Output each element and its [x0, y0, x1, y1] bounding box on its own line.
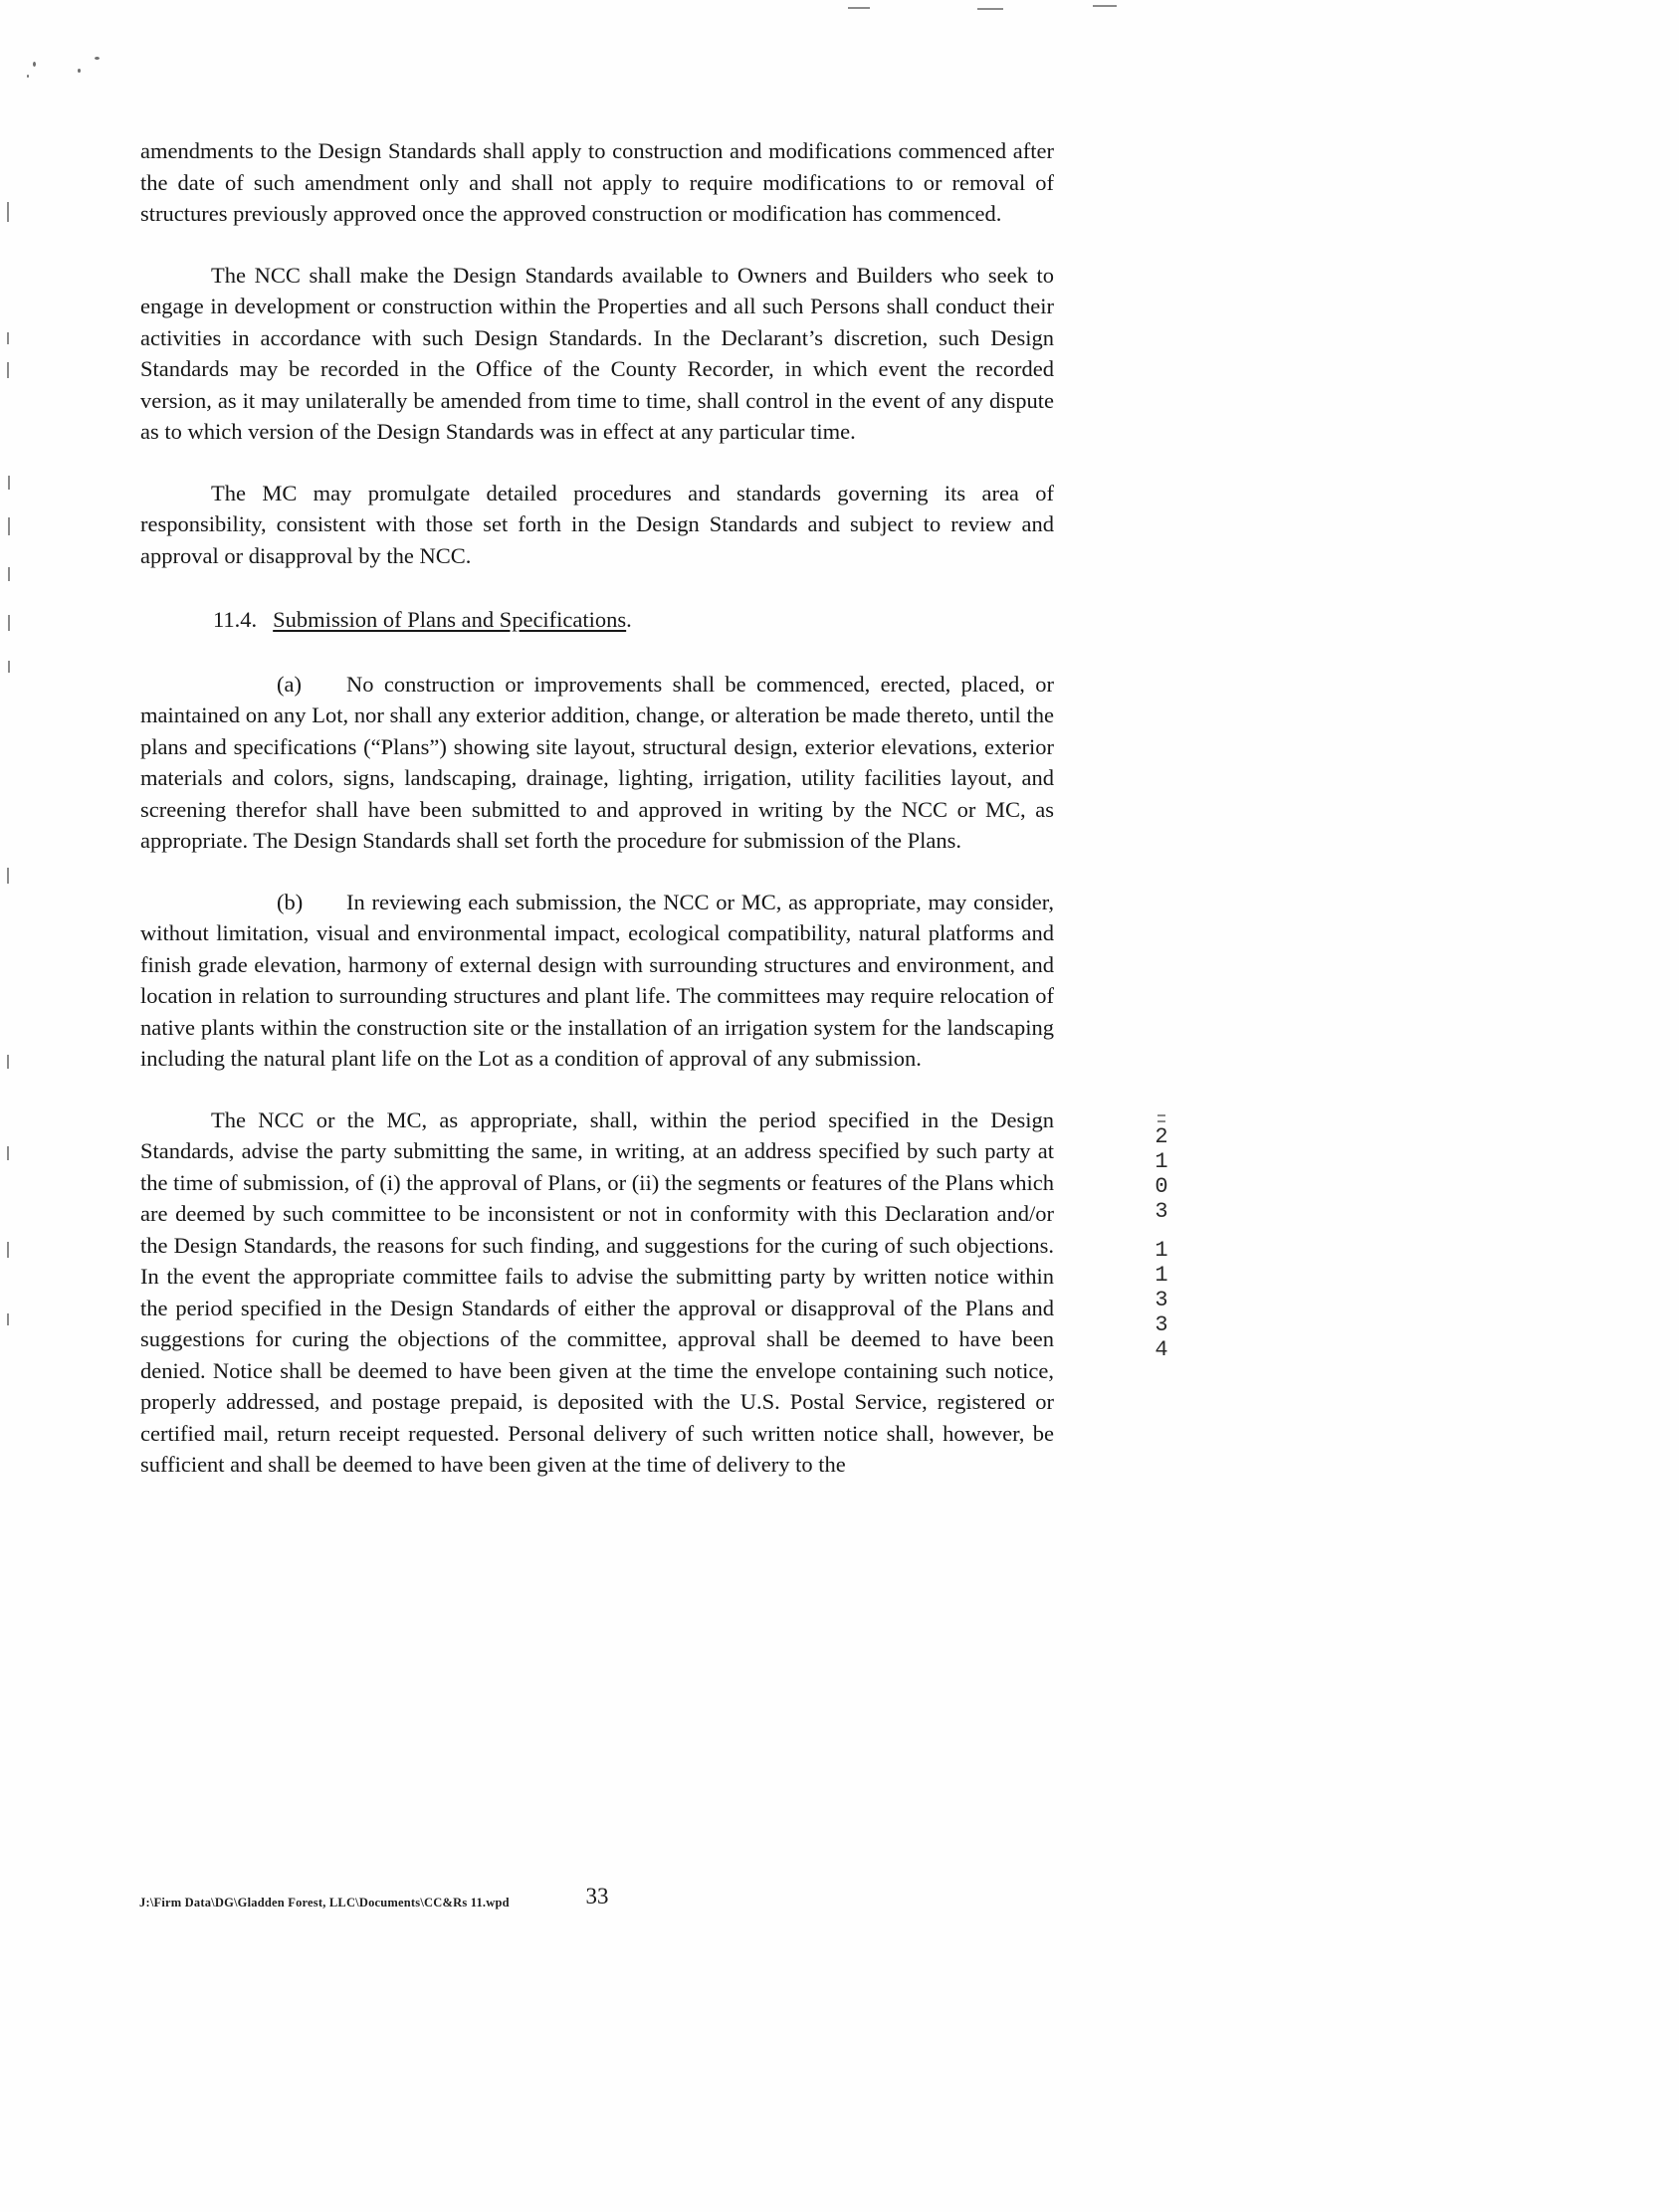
- subparagraph-b-label: (b): [277, 889, 304, 914]
- page-number: 33: [585, 1884, 609, 1909]
- scan-artifact: [7, 1146, 9, 1160]
- subparagraph-b: [140, 887, 1054, 1075]
- stamp-digit: 3: [1154, 1199, 1168, 1224]
- scan-artifact: [1093, 5, 1117, 7]
- footer-file-path: J:\Firm Data\DG\Gladden Forest, LLC\Documents\CC&Rs 11.wpd: [139, 1896, 510, 1910]
- paragraph: The NCC shall make the Design Standards available to Owners and Builders who seek to engage in development or construction within the Properties and all such Persons shall conduct their activities in accordance with such Design Standards. In the Declarant’s discretion, such Design Standards may be recorded in the Office of the County Recorder, in which event the recorded version, as it may unilaterally be amended from time to time, shall control in the event of any dispute as to which version of the Design Standards was in effect at any particular time.: [140, 262, 1054, 444]
- stamp-digit: 1: [1154, 1149, 1168, 1174]
- scan-artifact: [7, 1055, 9, 1069]
- scan-artifact: [848, 7, 870, 9]
- section-heading: [213, 604, 1054, 636]
- scan-artifact: [977, 8, 1003, 10]
- scan-speckle: [78, 69, 81, 73]
- stamp-digit: 0: [1154, 1174, 1168, 1199]
- paragraph: The MC may promulgate detailed procedures and standards governing its area of responsibility, consistent with those set forth in the Design Standards and subject to review and approval or disapproval by the NCC.: [140, 480, 1054, 568]
- scan-speckle: [27, 75, 29, 78]
- scan-artifact: [7, 1313, 9, 1325]
- subparagraph-b-text: In reviewing each submission, the NCC or MC, as appropriate, may consider, without limitation, visual and environmental impact, ecological compatibility, natural platforms and finish grade elevation, harmony of external design with surrounding structures and environment, and location in relation to surrounding structures and plant life. The committees may require relocation of native plants within the construction site or the installation of an irrigation system for the landscaping including the natural plant life on the Lot as a condition of approval of any submission.: [140, 889, 1054, 1071]
- scan-artifact: [8, 661, 10, 673]
- stamp-digit: 2: [1154, 1124, 1168, 1149]
- section-number: 11.4.: [213, 607, 258, 632]
- scan-artifact: [8, 517, 10, 535]
- stamp-digit: 3: [1154, 1288, 1168, 1312]
- scan-artifact: [7, 868, 9, 884]
- stamp-digit: 1: [1154, 1263, 1168, 1288]
- scan-artifact: [7, 202, 9, 222]
- stamp-digit: 3: [1154, 1312, 1168, 1337]
- subparagraph-a: [140, 669, 1054, 857]
- margin-recording-stamp: [1141, 1112, 1182, 1362]
- section-title: Submission of Plans and Specifications: [273, 607, 627, 632]
- scan-artifact: [7, 362, 9, 378]
- paragraph-continuation: amendments to the Design Standards shall apply to construction and modifications commenced after the date of such amendment only and shall not apply to require modifications to or removal of structures previously approved once the approved construction or modification has commenced.: [140, 138, 1054, 226]
- scan-artifact: [8, 567, 10, 581]
- scan-speckle: [95, 57, 100, 60]
- scan-artifact: [7, 332, 9, 344]
- stamp-mark: [1157, 1120, 1165, 1122]
- stamp-digit: 4: [1154, 1337, 1168, 1362]
- section-title-period: .: [626, 607, 632, 632]
- subparagraph-a-label: (a): [277, 671, 302, 697]
- stamp-digit: 1: [1154, 1238, 1168, 1263]
- page-content: [140, 135, 1054, 1510]
- subparagraph-a-text: No construction or improvements shall be commenced, erected, placed, or maintained on any Lot, nor shall any exterior addition, change, or alteration be made thereto, until the plans and specifications (“Plans”) showing site layout, structural design, exterior elevations, exterior materials and colors, signs, landscaping, drainage, lighting, irrigation, utility facilities layout, and screening therefor shall have been submitted to and approved in writing by the NCC or MC, as appropriate. The Design Standards shall set forth the procedure for submission of the Plans.: [140, 671, 1054, 853]
- paragraph: The NCC or the MC, as appropriate, shall, within the period specified in the Design Standards, advise the party submitting the same, in writing, at an address specified by such party at the time of submission, of (i) the approval of Plans, or (ii) the segments or features of the Plans which are deemed by such committee to be inconsistent or not in conformity with this Declaration and/or the Design Standards, the reasons for such finding, and suggestions for the curing of such objections. In the event the appropriate committee fails to advise the submitting party by written notice within the period specified in the Design Standards of either the approval or disapproval of the Plans and suggestions for curing the objections of the committee, approval shall be deemed to have been denied. Notice shall be deemed to have been given at the time the envelope containing such notice, properly addressed, and postage prepaid, is deposited with the U.S. Postal Service, registered or certified mail, return receipt requested. Personal delivery of such written notice shall, however, be sufficient and shall be deemed to have been given at the time of delivery to the: [140, 1106, 1054, 1477]
- stamp-mark: [1157, 1114, 1165, 1116]
- scan-artifact: [7, 1242, 9, 1258]
- scan-speckle: [33, 62, 36, 67]
- scan-artifact: [8, 615, 10, 631]
- scan-artifact: [8, 476, 10, 490]
